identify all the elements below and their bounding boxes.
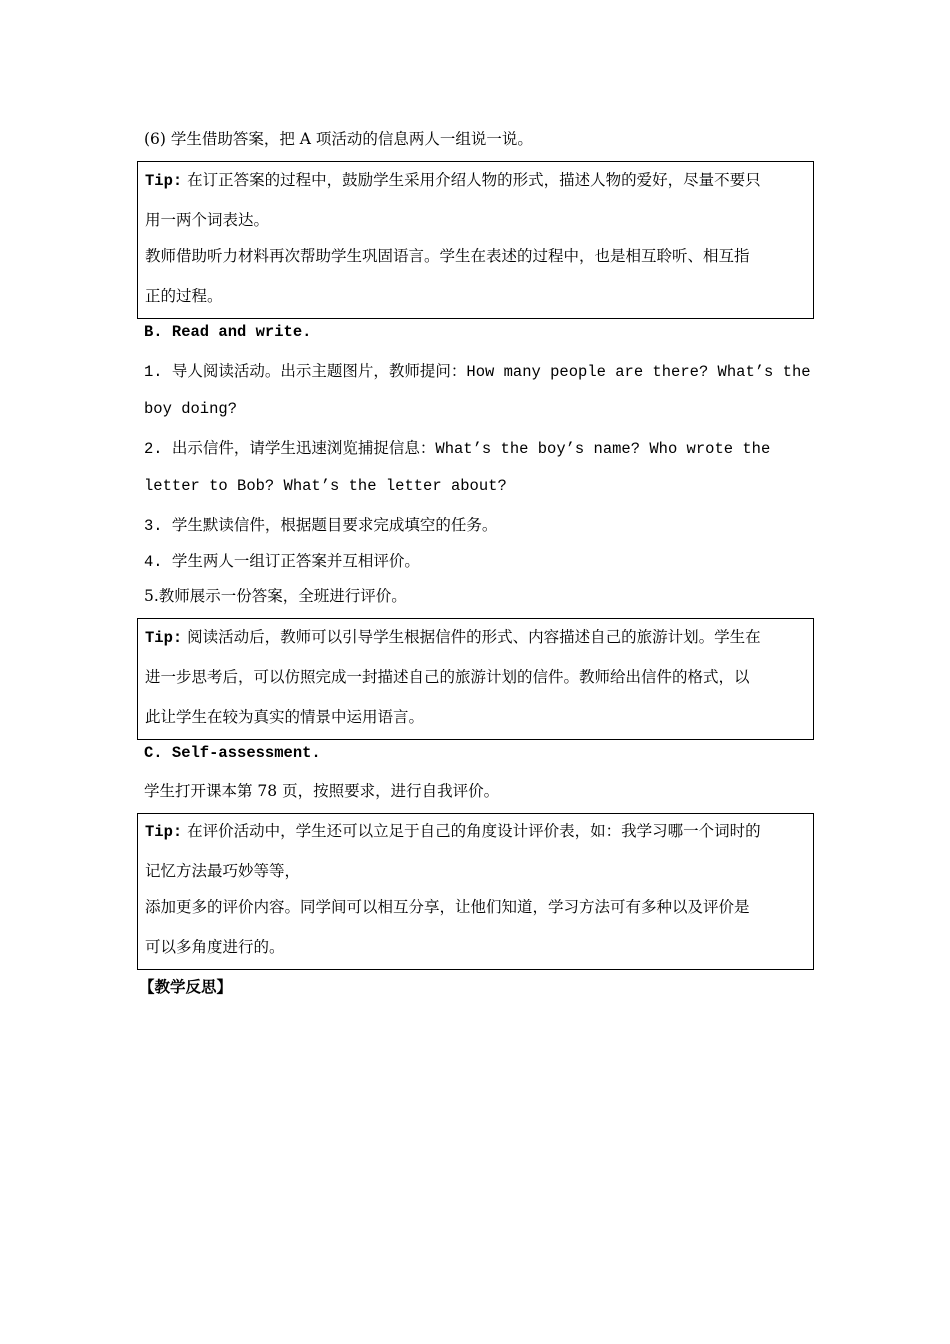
reflection-heading: 【教学反思】: [139, 977, 233, 996]
section-b-item-2: 2. 出示信件，请学生迅速浏览捕捉信息：What’s the boy’s name? Who wrote the: [144, 440, 771, 458]
section-c-heading: C. Self-assessment.: [144, 744, 321, 762]
section-b-item-1: 1. 导人阅读活动。出示主题图片，教师提问：How many people are there? What’s the: [144, 363, 811, 381]
section-b-item-2-cont: letter to Bob? What’s the letter about?: [144, 477, 507, 495]
tip-3-line-2: 记忆方法最巧妙等等，: [145, 862, 301, 880]
step-6-text: (6) 学生借助答案，把 A 项活动的信息两人一组说一说。: [144, 130, 533, 148]
tip-3-line-4: 可以多角度进行的。: [145, 938, 285, 956]
section-b-item-4: 4. 学生两人一组订正答案并互相评价。: [144, 553, 420, 571]
tip-2-line-1: Tip: 阅读活动后，教师可以引导学生根据信件的形式、内容描述自己的旅游计划。学生在: [145, 628, 761, 647]
section-b-heading: B. Read and write.: [144, 323, 312, 341]
section-b-item-5: 5.教师展示一份答案，全班进行评价。: [144, 587, 407, 605]
tip-1-line-2: 用一两个词表达。: [145, 211, 270, 229]
tip-box-1: [137, 161, 814, 319]
tip-label: Tip:: [145, 823, 183, 841]
section-c-text: 学生打开课本第 78 页，按照要求，进行自我评价。: [144, 782, 500, 800]
tip-box-2: [137, 618, 814, 740]
tip-2-line-3: 此让学生在较为真实的情景中运用语言。: [145, 708, 425, 726]
tip-label: Tip:: [145, 172, 183, 190]
tip-3-line-3: 添加更多的评价内容。同学间可以相互分享，让他们知道，学习方法可有多种以及评价是: [145, 898, 750, 916]
tip-2-line-2: 进一步思考后，可以仿照完成一封描述自己的旅游计划的信件。教师给出信件的格式，以: [145, 668, 750, 686]
tip-1-line-3: 教师借助听力材料再次帮助学生巩固语言。学生在表述的过程中，也是相互聆听、相互指: [145, 247, 750, 265]
tip-box-3: [137, 813, 814, 970]
tip-1-line-4: 正的过程。: [145, 287, 223, 305]
tip-3-line-1: Tip: 在评价活动中，学生还可以立足于自己的角度设计评价表，如：我学习哪一个词时的: [145, 822, 761, 841]
section-b-item-1-cont: boy doing?: [144, 400, 238, 418]
section-b-item-3: 3. 学生默读信件，根据题目要求完成填空的任务。: [144, 517, 498, 535]
tip-1-line-1: Tip: 在订正答案的过程中，鼓励学生采用介绍人物的形式，描述人物的爱好，尽量不要只: [145, 171, 761, 190]
tip-label: Tip:: [145, 629, 183, 647]
